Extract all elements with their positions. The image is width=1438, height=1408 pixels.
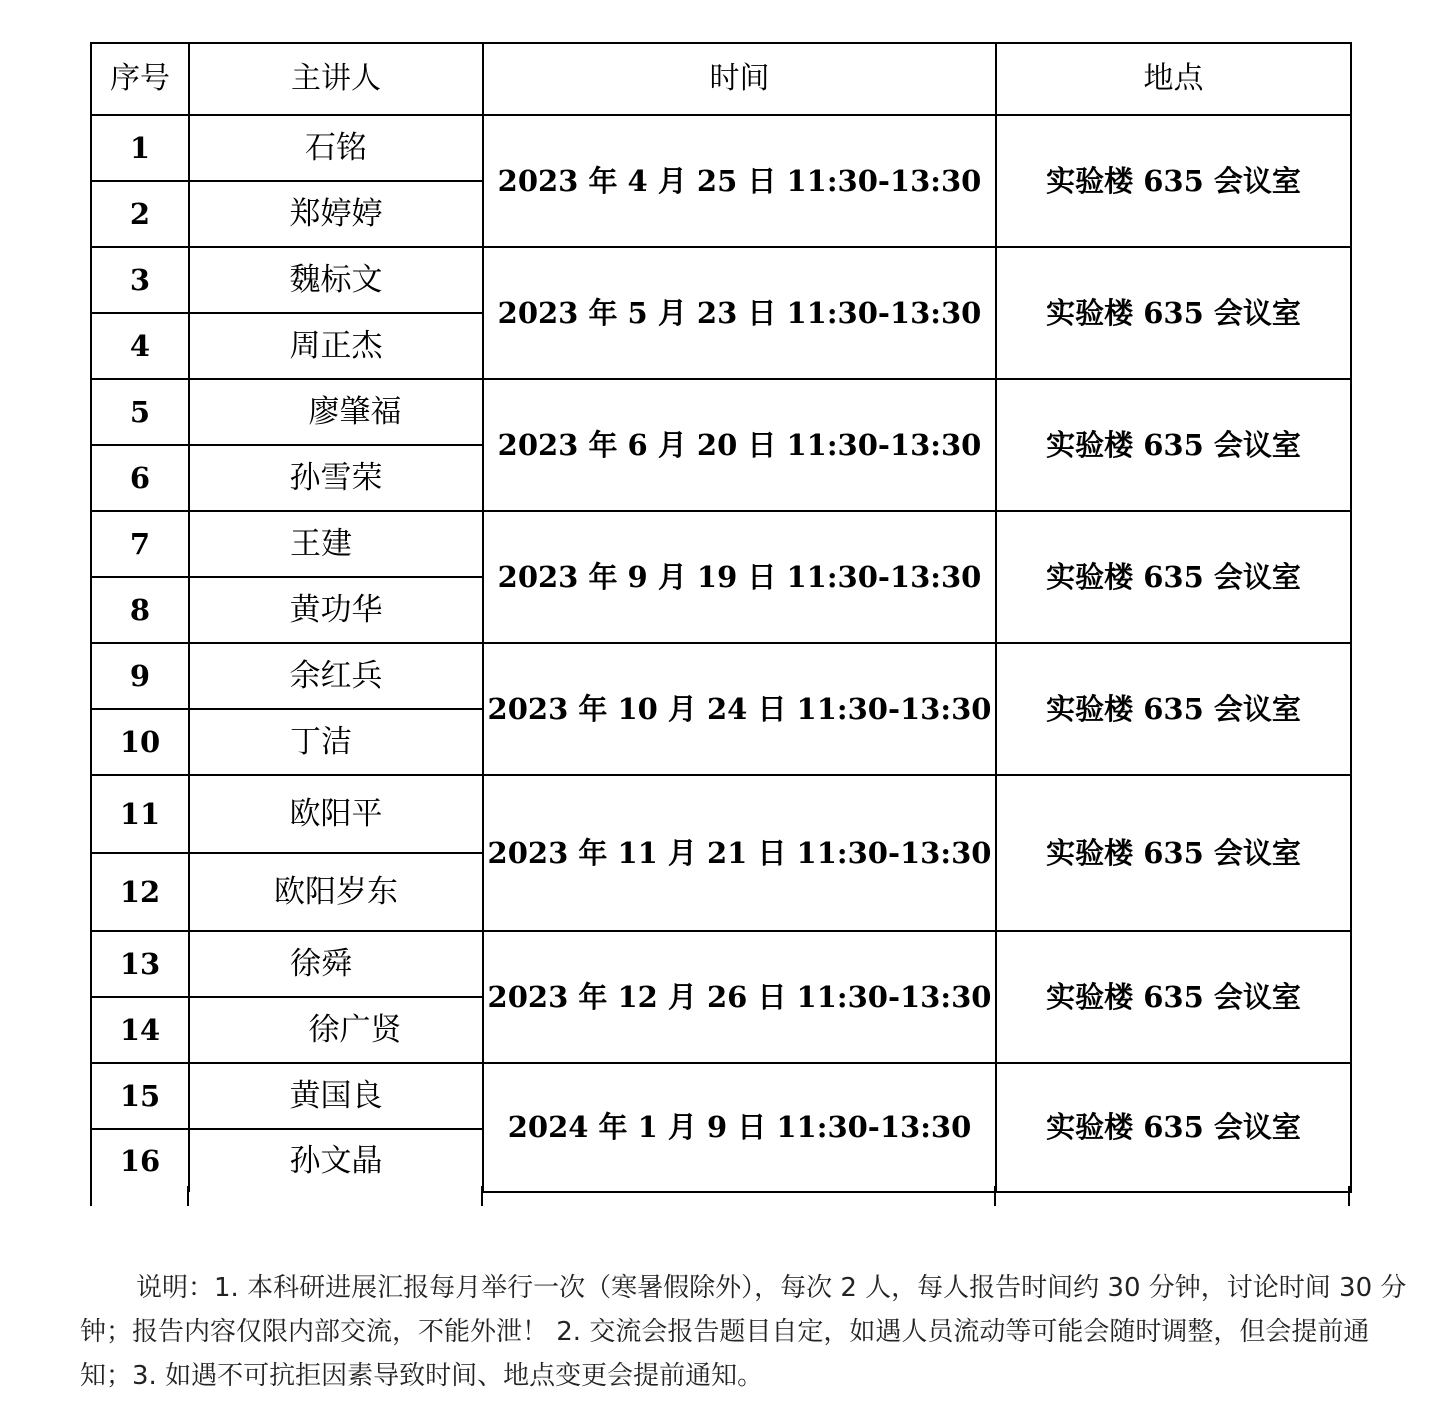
header-time: 时间 <box>483 43 996 115</box>
speaker-name <box>189 643 483 709</box>
speaker-text: 欧阳岁东 <box>274 873 398 910</box>
speaker-text: 欧阳平 <box>289 795 383 832</box>
row-number: 10 <box>91 709 189 775</box>
speaker-text: 余红兵 <box>289 657 383 694</box>
session-location: 实验楼 635 会议室 <box>996 247 1351 379</box>
table-row <box>91 643 1351 709</box>
header-row <box>91 43 1351 115</box>
table-row <box>91 511 1351 577</box>
speaker-name <box>189 511 483 577</box>
session-time: 2023 年 11 月 21 日 11:30-13:30 <box>483 775 996 931</box>
speaker-name <box>189 775 483 853</box>
session-location: 实验楼 635 会议室 <box>996 931 1351 1063</box>
speaker-name <box>189 115 483 181</box>
speaker-text: 廖肇福 <box>308 393 402 430</box>
row-number: 8 <box>91 577 189 643</box>
speaker-text: 丁洁 <box>290 723 352 760</box>
speaker-text: 孙雪荣 <box>289 459 383 496</box>
row-number: 12 <box>91 853 189 931</box>
row-number: 11 <box>91 775 189 853</box>
session-location: 实验楼 635 会议室 <box>996 775 1351 931</box>
row-number: 15 <box>91 1063 189 1129</box>
row-number: 4 <box>91 313 189 379</box>
speaker-name <box>189 1063 483 1129</box>
session-location: 实验楼 635 会议室 <box>996 643 1351 775</box>
table-row <box>91 379 1351 445</box>
speaker-text: 郑婷婷 <box>289 195 383 232</box>
speaker-name <box>189 313 483 379</box>
table-row <box>91 931 1351 997</box>
speaker-text: 周正杰 <box>289 327 383 364</box>
row-number: 5 <box>91 379 189 445</box>
row-number: 6 <box>91 445 189 511</box>
row-number: 7 <box>91 511 189 577</box>
speaker-text: 魏标文 <box>289 261 383 298</box>
speaker-name <box>189 247 483 313</box>
header-speaker: 主讲人 <box>189 43 483 115</box>
session-time: 2023 年 5 月 23 日 11:30-13:30 <box>483 247 996 379</box>
table-row <box>91 247 1351 313</box>
speaker-text: 石铭 <box>305 129 367 166</box>
row-number: 1 <box>91 115 189 181</box>
row-number: 13 <box>91 931 189 997</box>
session-location: 实验楼 635 会议室 <box>996 115 1351 247</box>
speaker-name <box>189 379 483 445</box>
header-location: 地点 <box>996 43 1351 115</box>
session-location: 实验楼 635 会议室 <box>996 379 1351 511</box>
speaker-text: 徐舜 <box>290 945 352 982</box>
speaker-text: 孙文晶 <box>289 1142 383 1179</box>
header-no: 序号 <box>91 43 189 115</box>
speaker-text: 徐广贤 <box>308 1011 402 1048</box>
schedule-table <box>90 42 1352 1193</box>
table-row <box>91 115 1351 181</box>
speaker-name <box>189 931 483 997</box>
speaker-name <box>189 445 483 511</box>
speaker-name <box>189 997 483 1063</box>
speaker-text: 王建 <box>290 525 352 562</box>
session-time: 2023 年 12 月 26 日 11:30-13:30 <box>483 931 996 1063</box>
speaker-name <box>189 577 483 643</box>
table-row <box>91 775 1351 853</box>
row-number: 16 <box>91 1129 189 1192</box>
session-time: 2023 年 4 月 25 日 11:30-13:30 <box>483 115 996 247</box>
speaker-text: 黄国良 <box>289 1077 383 1114</box>
session-time: 2023 年 9 月 19 日 11:30-13:30 <box>483 511 996 643</box>
row-number: 14 <box>91 997 189 1063</box>
speaker-name <box>189 709 483 775</box>
session-time: 2023 年 6 月 20 日 11:30-13:30 <box>483 379 996 511</box>
speaker-text: 黄功华 <box>289 591 383 628</box>
session-time: 2024 年 1 月 9 日 11:30-13:30 <box>483 1063 996 1192</box>
table-row <box>91 1063 1351 1129</box>
table-bottom-ticks <box>90 1186 1350 1206</box>
row-number: 3 <box>91 247 189 313</box>
speaker-name <box>189 1129 483 1192</box>
speaker-name <box>189 853 483 931</box>
session-location: 实验楼 635 会议室 <box>996 1063 1351 1192</box>
session-location: 实验楼 635 会议室 <box>996 511 1351 643</box>
row-number: 9 <box>91 643 189 709</box>
explanatory-note: 说明：1. 本科研进展汇报每月举行一次（寒暑假除外），每次 2 人，每人报告时间约 30 分钟，讨论时间 30 分钟；报告内容仅限内部交流，不能外泄！ 2. 交流会报告题目自定，如遇人员流动等可能会随时调整，但会提前通知；3. 如遇不可抗拒因素导致时间、地点变更会提前通知。 <box>80 1273 1407 1391</box>
session-time: 2023 年 10 月 24 日 11:30-13:30 <box>483 643 996 775</box>
speaker-name <box>189 181 483 247</box>
row-number: 2 <box>91 181 189 247</box>
